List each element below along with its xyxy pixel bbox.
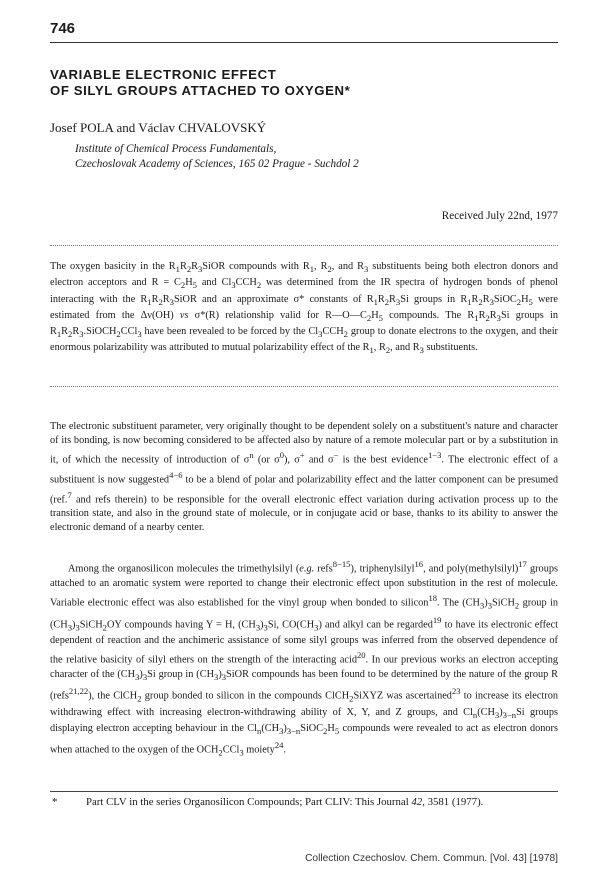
body-paragraph-2: Among the organosilicon molecules the trimethylsilyl (e.g. refs$^{8-15}$), triphenylsilyl$^{16}$, and poly(methylsilyl)$^{17}$ groups attached to an aromatic system were reported to change their electronic effect upon substitution in the rest of molecule. Variable electronic effect was also established for the vinyl group when bonded to silicon$^{18}$. The $(CH_3)_3SiCH_2$ group in $(CH_3)_3SiCH_2OY$ compounds having Y = H, $(CH_3)_3Si$, $CO(CH_3)$ and alkyl can be regarded$^{19}$ to have its electronic effect dependent of reaction and the anchimeric assistance of some silyl groups was inferred from the observed dependence of the relative basicity of silyl ethers on the strength of the interacting acid$^{20}$. In our previous works an electron accepting character of the $(CH_3)_3Si$ group in $(CH_3)_3SiOR$ compounds has been found to be determined by the nature of the group R (refs$^{21,22}$), the ClCH$_2$ group bonded to silicon in the compounds ClCH$_2$SiXYZ was ascertained$^{23}$ to increase its electron withdrawing effect with increasing electron-withdrawing ability of X, Y, and Z groups, and $Cl_n(CH_3)_{3-n}Si$ groups displaying electron accepting behaviour in the $Cl_n(CH_3)_{3-n}SiOC_2H_5$ compounds were revealed to act as electron donors when attached to the oxygen of the $OCH_2CCl_3$ moiety$^{24}$. (50, 559, 559, 758)
title-line-2: OF SILYL GROUPS ATTACHED TO OXYGEN* (50, 83, 351, 98)
title-line-1: VARIABLE ELECTRONIC EFFECT (50, 67, 277, 82)
journal-reference: Collection Czechoslov. Chem. Commun. [Vol. 43] [1978] (305, 853, 558, 864)
abstract-bottom-rule (50, 386, 558, 387)
affiliation-line-1: Institute of Chemical Process Fundamentals, (75, 143, 277, 155)
authors: Josef POLA and Václav CHVALOVSKÝ (50, 120, 267, 135)
footnote (52, 796, 558, 808)
footnote-rule (50, 791, 558, 792)
affiliation-line-2: Czechoslovak Academy of Sciences, 165 02 Prague - Suchdol 2 (75, 158, 359, 170)
affiliation (75, 142, 359, 172)
header-rule (50, 42, 558, 43)
footnote-marker: * (52, 796, 58, 808)
footnote-text: Part CLV in the series Organosilicon Compounds; Part CLIV: This Journal 42, 3581 (1977). (86, 796, 484, 808)
page-number: 746 (50, 20, 76, 37)
article-title (50, 67, 558, 99)
received-date: Received July 22nd, 1977 (441, 210, 558, 222)
body-paragraph-1: The electronic substituent parameter, very originally thought to be dependent solely on a substituent's nature and character of its bonding, is now becoming considered to be affected also by nature of a remote molecular part or by a substitution in it, of which the necessity of introduction of $\sigma^n$ (or $\sigma^0$), σ+ and σ− is the best evidence$^{1-3}$. The electronic effect of a substituent is now suggested$^{4-6}$ to be a blend of polar and polarizability effect and the latter component can be presumed (ref.$^7$ and refs therein) to be responsible for the overall electronic effect variation during activation process up to the transition state, and also in the ground state of molecule, or in conjugate acid or base, thanks to its ability to answer the electronic demand of a nearby center. (50, 421, 558, 534)
abstract: The oxygen basicity in the $R_1R_2R_3SiOR$ compounds with $R_1$, $R_2$, and $R_3$ substituents being both electron donors and electron acceptors and $R = C_2H_5$ and $Cl_3CCH_2$ was determined from the IR spectra of hydrogen bonds of phenol interacting with the $R_1R_2R_3SiOR$ and an approximate σ* constants of $R_1R_2R_3Si$ groups in $R_1R_2R_3SiOC_2H_5$ were estimated from the Δν(OH) vs σ*(R) relationship valid for $R—O—C_2H_5$ compounds. The $R_1R_2R_3Si$ groups in $R_1R_2R_3.SiOCH_2CCl_3$ have been revealed to be forced by the $Cl_3CCH_2$ group to donate electrons to the oxygen, and their enormous polarizability was attributed to mutual polarizability effect of the $R_1$, $R_2$, and $R_3$ substituents. (50, 261, 558, 356)
abstract-top-rule (50, 245, 558, 246)
